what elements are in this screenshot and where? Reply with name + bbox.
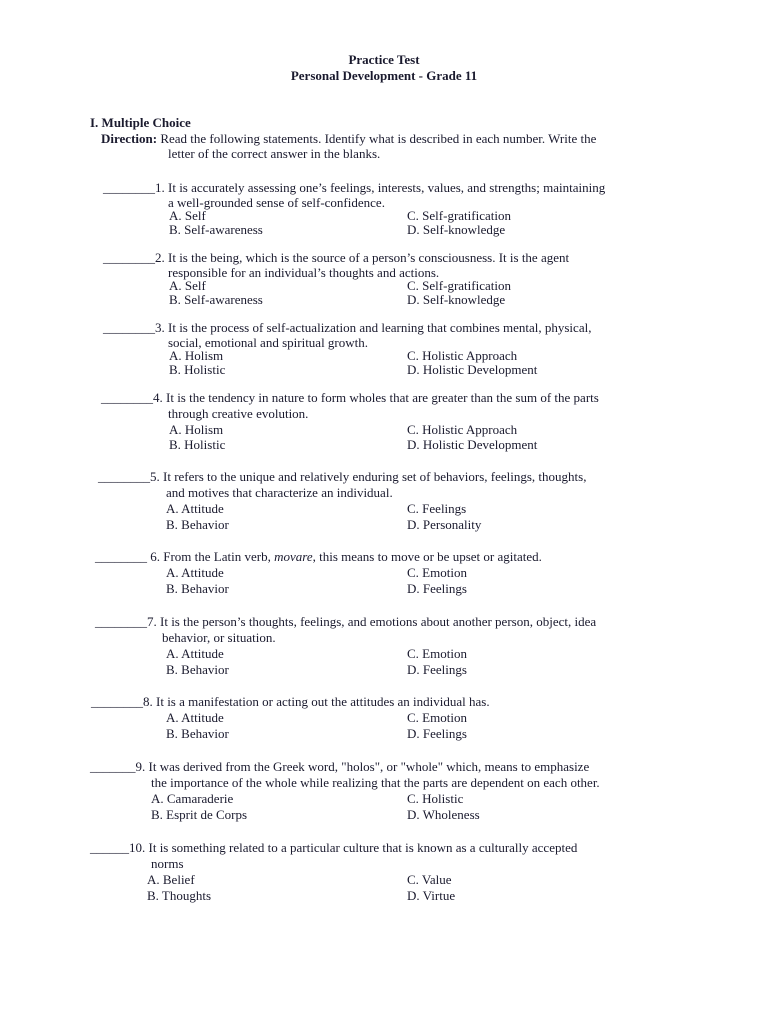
- question-9: [90, 759, 600, 790]
- option-a: A. Self: [169, 208, 206, 223]
- question-7: [95, 614, 596, 645]
- answer-blank[interactable]: ______10.: [90, 840, 149, 855]
- option-a: A. Belief: [147, 872, 195, 887]
- question-2: [103, 250, 569, 280]
- option-b: B. Self-awareness: [169, 222, 263, 237]
- answer-blank[interactable]: ________ 6.: [95, 549, 164, 564]
- question-stem: It is the process of self-actualization and learning that combines mental, physical,: [168, 320, 592, 335]
- option-b: B. Holistic: [169, 362, 226, 377]
- question-stem: It refers to the unique and relatively enduring set of behaviors, feelings, thoughts,: [163, 469, 587, 484]
- question-stem-cont: behavior, or situation.: [162, 630, 276, 645]
- option-a: A. Attitude: [166, 565, 224, 580]
- question-stem-cont: responsible for an individual’s thoughts and actions.: [168, 265, 440, 280]
- question-stem-cont: through creative evolution.: [168, 406, 309, 421]
- question-stem: It is the being, which is the source of a person’s consciousness. It is the agent: [168, 250, 570, 265]
- question-6: [95, 549, 542, 564]
- answer-blank[interactable]: ________4.: [101, 390, 166, 405]
- option-b: B. Behavior: [166, 581, 229, 596]
- question-stem: It is the tendency in nature to form wholes that are greater than the sum of the parts: [166, 390, 599, 405]
- answer-blank[interactable]: ________7.: [95, 614, 160, 629]
- option-d: D. Feelings: [407, 662, 467, 677]
- option-b: B. Behavior: [166, 662, 229, 677]
- option-b: B. Self-awareness: [169, 292, 263, 307]
- direction-text-1: Read the following statements. Identify what is described in each number. Write the: [160, 131, 597, 146]
- option-d: D. Wholeness: [407, 807, 480, 822]
- option-a: A. Attitude: [166, 646, 224, 661]
- question-stem-cont: and motives that characterize an individual.: [166, 485, 393, 500]
- latin-word: movare: [274, 549, 313, 564]
- option-b: B. Esprit de Corps: [151, 807, 248, 822]
- option-d: D. Feelings: [407, 726, 467, 741]
- answer-blank[interactable]: ________1.: [103, 180, 168, 195]
- option-a: A. Attitude: [166, 710, 224, 725]
- option-c: C. Emotion: [407, 646, 467, 661]
- option-d: D. Self-knowledge: [407, 222, 506, 237]
- direction-block: [101, 131, 701, 161]
- option-b: B. Holistic: [169, 437, 226, 452]
- option-d: D. Self-knowledge: [407, 292, 506, 307]
- question-4: [101, 390, 599, 421]
- question-10: [90, 840, 577, 871]
- option-a: A. Holism: [169, 348, 224, 363]
- question-stem-cont: the importance of the whole while realizing that the parts are dependent on each other.: [151, 775, 600, 790]
- question-stem: It is the person’s thoughts, feelings, and emotions about another person, object, idea: [160, 614, 597, 629]
- option-d: D. Virtue: [407, 888, 456, 903]
- question-stem: From the Latin verb,: [163, 549, 275, 564]
- question-stem-cont: norms: [151, 856, 184, 871]
- option-d: D. Personality: [407, 517, 482, 532]
- answer-blank[interactable]: ________2.: [103, 250, 168, 265]
- question-3: [103, 320, 591, 350]
- option-c: C. Emotion: [407, 710, 467, 725]
- option-a: A. Self: [169, 278, 206, 293]
- option-c: C. Feelings: [407, 501, 467, 516]
- question-stem-cont: social, emotional and spiritual growth.: [168, 335, 369, 350]
- option-a: A. Camaraderie: [151, 791, 234, 806]
- option-d: D. Holistic Development: [407, 437, 538, 452]
- option-c: C. Self-gratification: [407, 278, 511, 293]
- direction-label: Direction:: [101, 131, 158, 146]
- option-d: D. Holistic Development: [407, 362, 538, 377]
- option-c: C. Value: [407, 872, 452, 887]
- answer-blank[interactable]: ________8.: [91, 694, 156, 709]
- answer-blank[interactable]: ________5.: [98, 469, 163, 484]
- section-heading: I. Multiple Choice: [90, 115, 191, 130]
- question-stem: It is something related to a particular culture that is known as a culturally accepted: [148, 840, 578, 855]
- question-5: [98, 469, 586, 500]
- option-d: D. Feelings: [407, 581, 467, 596]
- question-stem: It is a manifestation or acting out the attitudes an individual has.: [156, 694, 490, 709]
- question-stem: It was derived from the Greek word, "holos", or "whole" which, means to emphasize: [148, 759, 590, 774]
- answer-blank[interactable]: _______9.: [90, 759, 149, 774]
- option-c: C. Holistic: [407, 791, 464, 806]
- option-b: B. Behavior: [166, 726, 229, 741]
- question-stem: It is accurately assessing one’s feelings, interests, values, and strengths; maintaining: [168, 180, 606, 195]
- option-c: C. Holistic Approach: [407, 348, 518, 363]
- option-a: A. Holism: [169, 422, 224, 437]
- question-stem-rest: , this means to move or be upset or agitated.: [312, 549, 542, 564]
- page-subtitle: Personal Development - Grade 11: [290, 68, 478, 83]
- question-8: [91, 694, 490, 709]
- option-a: A. Attitude: [166, 501, 224, 516]
- option-c: C. Self-gratification: [407, 208, 511, 223]
- answer-blank[interactable]: ________3.: [103, 320, 168, 335]
- page-title: Practice Test: [348, 52, 420, 67]
- option-b: B. Thoughts: [147, 888, 212, 903]
- option-c: C. Holistic Approach: [407, 422, 518, 437]
- option-c: C. Emotion: [407, 565, 467, 580]
- option-b: B. Behavior: [166, 517, 229, 532]
- direction-text-2: letter of the correct answer in the blanks.: [168, 146, 381, 161]
- question-1: [103, 180, 605, 210]
- question-stem-cont: a well-grounded sense of self-confidence.: [168, 195, 385, 210]
